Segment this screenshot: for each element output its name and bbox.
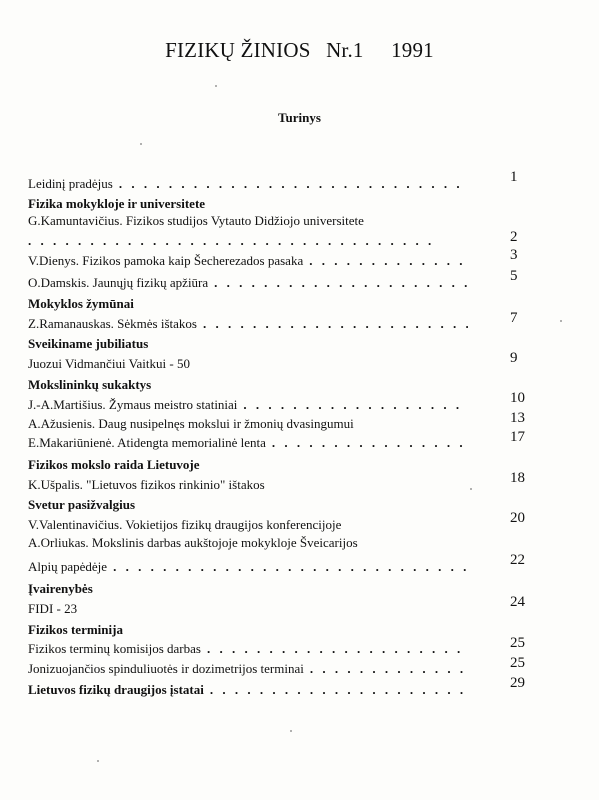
toc-category: Mokyklos žymūnai <box>28 296 134 311</box>
toc-page-number: 22 <box>510 552 525 568</box>
toc-entry: Lietuvos fizikų draugijos įstatai . . . <box>28 682 468 698</box>
scan-speck <box>97 760 99 762</box>
toc-page-number: 9 <box>510 350 518 366</box>
toc-page-number: 25 <box>510 635 525 651</box>
toc-page-number: 1 <box>510 169 518 185</box>
toc-entry: G.Kamuntavičius. Fizikos studijos Vytauto Didžiojo universitete <box>28 213 364 228</box>
toc-entry: Leidinį pradėjus . . . <box>28 176 468 192</box>
scan-speck <box>470 488 472 490</box>
issue-number: Nr.1 <box>326 38 364 62</box>
toc-category: Fizikos mokslo raida Lietuvoje <box>28 457 200 472</box>
toc-entry: O.Damskis. Jaunųjų fizikų apžiūra . . . <box>28 275 468 291</box>
scan-speck <box>290 730 292 732</box>
toc-page-number: 24 <box>510 594 525 610</box>
toc-entry: A.Ažusienis. Daug nusipelnęs mokslui ir žmonių dvasingumui <box>28 416 354 431</box>
toc-page-number: 18 <box>510 470 525 486</box>
toc-entry: J.-A.Martišius. Žymaus meistro statiniai . . . <box>28 397 468 413</box>
toc-page-number: 20 <box>510 510 525 526</box>
toc-entry: A.Orliukas. Mokslinis darbas aukštojoje mokykloje Šveicarijos <box>28 535 358 550</box>
contents-heading: Turinys <box>278 110 321 125</box>
toc-entry: V.Dienys. Fizikos pamoka kaip Šecherezados pasaka . . . <box>28 253 468 269</box>
toc-entry: K.Ušpalis. "Lietuvos fizikos rinkinio" ištakos <box>28 477 265 492</box>
journal-title: FIZIKŲ ŽINIOS <box>165 38 311 62</box>
toc-category: Fizikos terminija <box>28 622 123 637</box>
toc-page-number: 2 <box>510 229 518 245</box>
toc-entry: Fizikos terminų komisijos darbas . . . <box>28 641 468 657</box>
toc-entry: Jonizuojančios spinduliuotės ir dozimetrijos terminai . . . <box>28 661 468 677</box>
toc-entry: V.Valentinavičius. Vokietijos fizikų draugijos konferencijoje <box>28 517 342 532</box>
toc-entry: Alpių papėdėje . . . <box>28 559 468 575</box>
toc-category: Įvairenybės <box>28 581 93 596</box>
toc-category: Sveikiname jubiliatus <box>28 336 149 351</box>
toc-page-number: 13 <box>510 410 525 426</box>
toc-page-number: 7 <box>510 310 518 326</box>
toc-category: Fizika mokykloje ir universitete <box>28 196 206 211</box>
scan-speck <box>215 85 217 87</box>
scan-speck <box>560 320 562 322</box>
toc-category: Mokslininkų sukaktys <box>28 377 152 392</box>
toc-page-number: 25 <box>510 655 525 671</box>
toc-page-number: 29 <box>510 675 525 691</box>
toc-entry <box>28 233 440 249</box>
toc-entry: E.Makariūnienė. Atidengta memorialinė lenta . . . <box>28 435 468 451</box>
toc-page-number: 10 <box>510 390 525 406</box>
toc-page-number: 3 <box>510 247 518 263</box>
scan-speck <box>140 143 142 145</box>
toc-entry: FIDI - 23 <box>28 601 78 616</box>
toc-entry: Z.Ramanauskas. Sėkmės ištakos . . . <box>28 316 468 332</box>
toc-page-number: 17 <box>510 429 525 445</box>
toc-category: Svetur pasižvalgius <box>28 497 136 512</box>
issue-year: 1991 <box>391 38 434 62</box>
toc-entry: Juozui Vidmančiui Vaitkui - 50 <box>28 356 190 371</box>
toc-page-number: 5 <box>510 268 518 284</box>
